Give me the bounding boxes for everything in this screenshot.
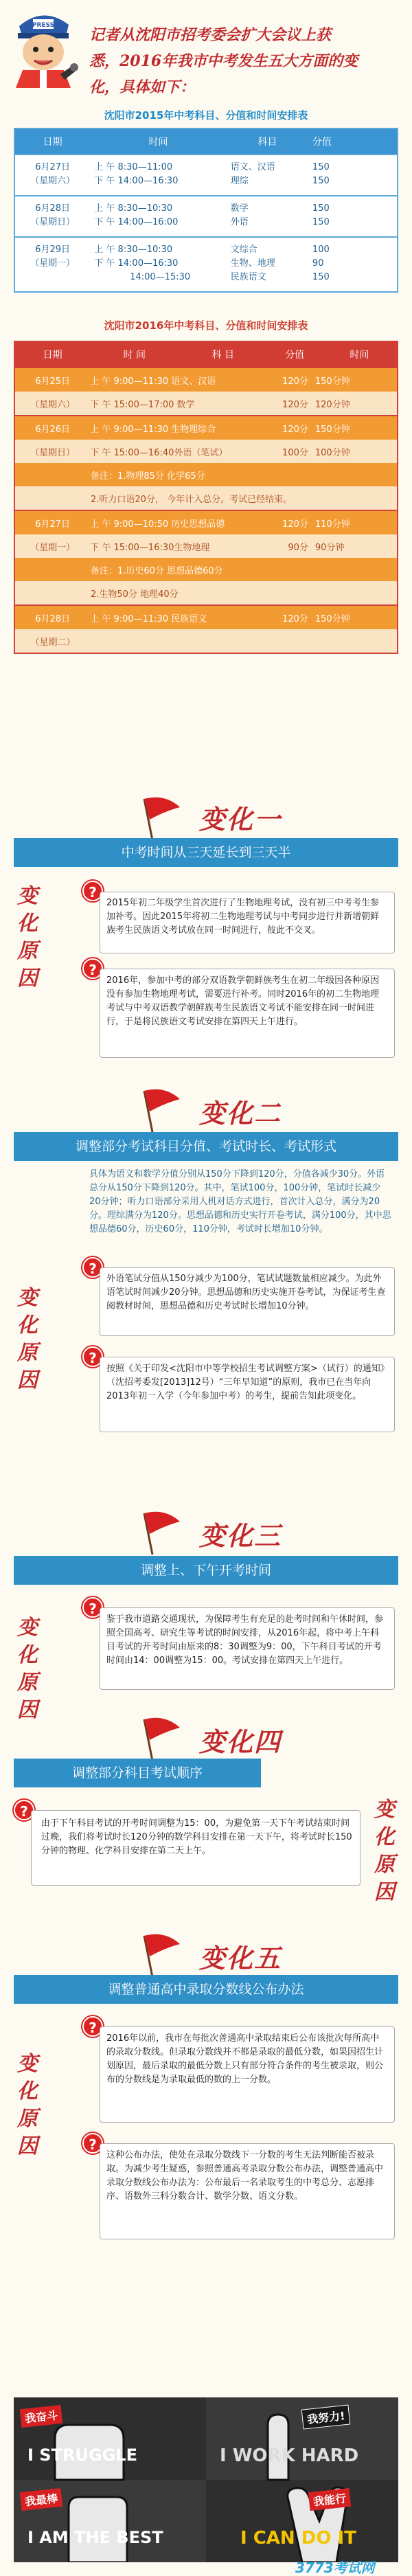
row-am: 上 午 9:00—11:30 语文、汉语 (90, 376, 216, 387)
table-2015-body (14, 128, 398, 293)
row-week: （星期六） (30, 176, 76, 186)
question-icon: ? (14, 1800, 34, 1820)
reporter-cartoon-icon (5, 5, 81, 88)
row-score: 120分 (282, 376, 308, 387)
change-3-paragraph-1: 鉴于我市道路交通现状，为保障考生有充足的赴考时间和午休时间，参照全国高考、研究生等考试的时间安排，从2016年起，将中考上午科目考试的开考时间由原来的8：30调整为9：00，下午科目考试的开考时间由14：00调整为15：00。考试安排在第四天上午进行。 (106, 1614, 384, 1666)
flag-icon (137, 1714, 185, 1762)
header-line-3: 化，具体如下： (89, 78, 196, 96)
row-am: 上 午 8:30—11:00 (94, 162, 173, 172)
row-date: 6月25日 (35, 376, 71, 387)
change-5-banner: 调整普通高中录取分数线公布办法 (14, 1975, 398, 2004)
change-1-banner: 中考时间从三天延长到三天半 (14, 838, 398, 867)
row-pm: 下 午 15:00—17:00 数学 (90, 399, 195, 410)
change-1-paragraph-1: 2015年初二年级学生首次进行了生物地理考试，没有初三中考考生参加补考。因此2015年将初二生物地理考试与中考同步进行并新增朝鲜族考生民族语文考试放在同一时间进行，彼此不交叉。 (106, 898, 380, 936)
row-week: （星期日） (30, 447, 76, 458)
table-2016-title: 沈阳市2016年中考科目、分值和时间安排表 (104, 319, 308, 332)
question-icon: ? (82, 958, 103, 979)
col-time: 时 间 (123, 350, 146, 361)
tag-can-do-cn: 我能行 (308, 2488, 352, 2511)
svg-text:PRESS: PRESS (32, 22, 55, 29)
change-1-paragraph-2: 2016年，参加中考的部分双语教学朝鲜族考生在初二年级因各种原因没有参加生物地理考试，需要进行补考。同时2016年的初二生物地理考试与中考双语教学朝鲜族考生民族语文考试不能安排在同一时间进行，于是将民族语文考试安排在第四天上午进行。 (106, 975, 380, 1027)
flag-icon (137, 793, 185, 841)
motivational-image (14, 2397, 398, 2562)
row-date: 6月28日 (35, 203, 71, 214)
row-subject: 数学 (230, 203, 249, 214)
row-score: 100 (312, 245, 330, 255)
table-row (15, 605, 397, 653)
row-am: 上 午 9:00—11:30 生物理综合 (90, 424, 216, 435)
col-score: 分值 (312, 137, 332, 148)
row-duration: 150分钟 (314, 376, 350, 387)
change-4-title: 变化四 (199, 1726, 282, 1757)
row-duration: 150分钟 (314, 613, 350, 624)
row-am: 上 午 9:00—11:30 民族语文 (90, 613, 207, 624)
header-line-1: 记者从沈阳市招考委会扩大会议上获 (89, 26, 332, 44)
change-3-banner: 调整上、下午开考时间 (14, 1556, 398, 1585)
row-am: 上 午 8:30—10:30 (94, 245, 173, 255)
change-3-reason-label: 变化原因 (17, 1616, 38, 1722)
table-row (15, 195, 397, 236)
change-2-title: 变化二 (199, 1098, 282, 1129)
row-note: 2.听力口语20分， 今年计入总分。考试已经结束。 (15, 486, 397, 510)
row-pm: 14:00—15:30 (130, 272, 191, 282)
question-icon: ? (82, 1597, 103, 1618)
flag-icon (137, 1508, 185, 1556)
tag-best-cn: 我最棒 (20, 2488, 63, 2511)
row-date: 6月27日 (35, 519, 71, 530)
row-duration: 150分钟 (314, 424, 350, 435)
table-2015-title: 沈阳市2015年中考科目、分值和时间安排表 (104, 109, 308, 122)
tag-work-hard-cn: 我努力! (301, 2404, 351, 2429)
row-score: 120分 (282, 424, 308, 435)
row-score: 90 (312, 258, 324, 269)
row-subject: 民族语文 (230, 272, 266, 282)
row-score: 150 (312, 203, 330, 214)
table-2016-header (15, 342, 397, 367)
row-subject: 生物、地理 (230, 258, 275, 269)
row-score: 120分 (282, 399, 308, 410)
row-date: 6月27日 (35, 162, 71, 172)
row-pm: 下 午 14:00—16:30 (94, 258, 179, 269)
tag-struggle-cn: 我奋斗 (20, 2405, 63, 2428)
change-4-paragraph-1: 由于下午科目考试的开考时间调整为15：00，为避免第一天下午考试结束时间过晚，我们将考试时长120分钟的数学科目安排在第一天下午，将考试时长150分钟的物理、化学科目安排在第二天上午。 (41, 1818, 352, 1856)
site-watermark: 3773考试网 (295, 2560, 375, 2576)
table-2015 (14, 103, 398, 293)
question-icon: ? (82, 1346, 103, 1367)
row-duration: 90分钟 (314, 542, 345, 553)
change-1-reason-label: 变化原因 (17, 884, 38, 991)
col-subject: 科 目 (211, 350, 235, 361)
question-icon: ? (82, 2133, 103, 2154)
question-icon: ? (82, 881, 103, 901)
table-row (15, 415, 397, 510)
row-score: 150 (312, 162, 330, 172)
row-subject: 外语 (230, 217, 249, 227)
header-intro (89, 22, 398, 100)
change-5-title: 变化五 (199, 1943, 282, 1974)
col-date: 日期 (43, 137, 62, 148)
col-date: 日期 (43, 350, 62, 361)
question-icon: ? (82, 1257, 103, 1278)
row-score: 150 (312, 176, 330, 186)
row-pm: 下 午 15:00—16:30生物地理 (90, 542, 210, 553)
col-score: 分值 (285, 350, 305, 361)
row-week: （星期一） (30, 258, 76, 269)
row-note: 2.生物50分 地理40分 (15, 581, 397, 605)
table-2016 (14, 341, 398, 654)
text-struggle: I STRUGGLE (27, 2445, 137, 2465)
change-3-title: 变化三 (199, 1520, 282, 1551)
text-best: I AM THE BEST (27, 2528, 163, 2547)
row-duration: 120分钟 (314, 399, 350, 410)
change-4-banner: 调整部分科目考试顺序 (14, 1759, 261, 1787)
col-duration: 时间 (350, 350, 369, 361)
change-5-paragraph-1: 2016年以前，我市在每批次普通高中录取结束后公布该批次每所高中的录取分数线。但录取分数线并不都是录取的最低分数，如果因招生计划原因，最后录取的最低分数上只有部分符合条件的考生被录取，则公布的分数线是为录取最低的数的上一分数。 (106, 2033, 384, 2085)
row-score: 120分 (282, 519, 308, 530)
change-2-paragraph-1: 外语笔试分值从150分减少为100分，笔试试题数量相应减少。为此外语笔试时间减少20分钟。思想品德和历史实施开卷考试，为保证考生查阅教材时间，思想品德和历史考试时长增加10分钟。 (106, 1274, 386, 1311)
row-subject: 理综 (230, 176, 249, 186)
row-week: （星期日） (30, 217, 76, 227)
table-row (15, 367, 397, 415)
row-subject: 语文、汉语 (230, 162, 275, 172)
col-subject: 科目 (258, 137, 277, 148)
change-1-title: 变化一 (199, 804, 282, 835)
row-duration: 110分钟 (314, 519, 350, 530)
row-duration: 100分钟 (314, 447, 350, 458)
table-row (15, 510, 397, 605)
row-pm: 下 午 14:00—16:00 (94, 217, 179, 227)
row-note: 备注：1.历史60分 思想品德60分 (15, 558, 397, 581)
change-5-reason-label: 变化原因 (17, 2052, 38, 2158)
change-2-banner: 调整部分考试科目分值、考试时长、考试形式 (14, 1132, 398, 1161)
row-note: 备注：1.物理85分 化学65分 (15, 463, 397, 486)
row-pm: 下 午 14:00—16:30 (94, 176, 179, 186)
table-2015-header (15, 129, 397, 154)
row-week: （星期一） (30, 542, 76, 553)
row-score: 120分 (282, 613, 308, 624)
header (0, 0, 412, 103)
change-5-paragraph-2: 这种公布办法，使处在录取分数线下一分数的考生无法判断能否被录取。为减少考生疑惑，参照普通高考录取分数公布办法，调整普通高中录取分数线公布办法为：公布最后一名录取考生的中考总分、志愿排序、语数外三科分数合计、数学分数、语文分数。 (106, 2150, 384, 2202)
question-icon: ? (82, 2016, 103, 2037)
table-row (15, 154, 397, 195)
row-subject: 文综合 (230, 245, 258, 255)
row-score: 100分 (282, 447, 308, 458)
text-work-hard: I WORK HARD (220, 2445, 359, 2466)
table-row (15, 236, 397, 291)
row-date: 6月29日 (35, 245, 71, 255)
row-date: 6月28日 (35, 613, 71, 624)
text-can-do: I CAN DO IT (240, 2528, 356, 2549)
row-score: 150 (312, 217, 330, 227)
header-line-2: 悉，2016年我市中考发生五大方面的变 (89, 52, 358, 70)
row-date: 6月26日 (35, 424, 71, 435)
row-score: 150 (312, 272, 330, 282)
row-pm: 下 午 15:00—16:40外语（笔试） (90, 447, 228, 458)
row-week: （星期六） (30, 399, 76, 410)
flag-icon (137, 1930, 185, 1978)
change-2-paragraph-2: 按照《关于印发<沈阳市中等学校招生考试调整方案>（试行）的通知》（沈招考委发[2013]12号）“三年早知道”的原则，我市已在当年向2013年初一入学（今年参加中考）的考生，提前告知此项变化。 (106, 1364, 385, 1401)
row-am: 上 午 8:30—10:30 (94, 203, 173, 214)
change-2-intro: 具体为语文和数学分值分别从150分下降到120分，分值各减少30分。外语总分从150分下降到120分。其中，笔试100分，100分钟，笔试时长减少20分钟；听力口语部分采用人机对话方式进行，首次计入总分，满分为20分。理综满分为120分。思想品德和历史实行开卷考试，满分100分，其中思想品德60分，历史60分，110分钟，考试时长增加10分钟。 (89, 1169, 391, 1234)
row-week: （星期二） (30, 637, 76, 648)
change-4-reason-label: 变化原因 (374, 1798, 395, 1904)
flag-icon (137, 1085, 185, 1133)
change-2-reason-label: 变化原因 (17, 1286, 38, 1392)
row-am: 上 午 9:00—10:50 历史思想品德 (90, 519, 225, 530)
row-score: 90分 (288, 542, 308, 553)
col-time: 时间 (148, 137, 168, 148)
